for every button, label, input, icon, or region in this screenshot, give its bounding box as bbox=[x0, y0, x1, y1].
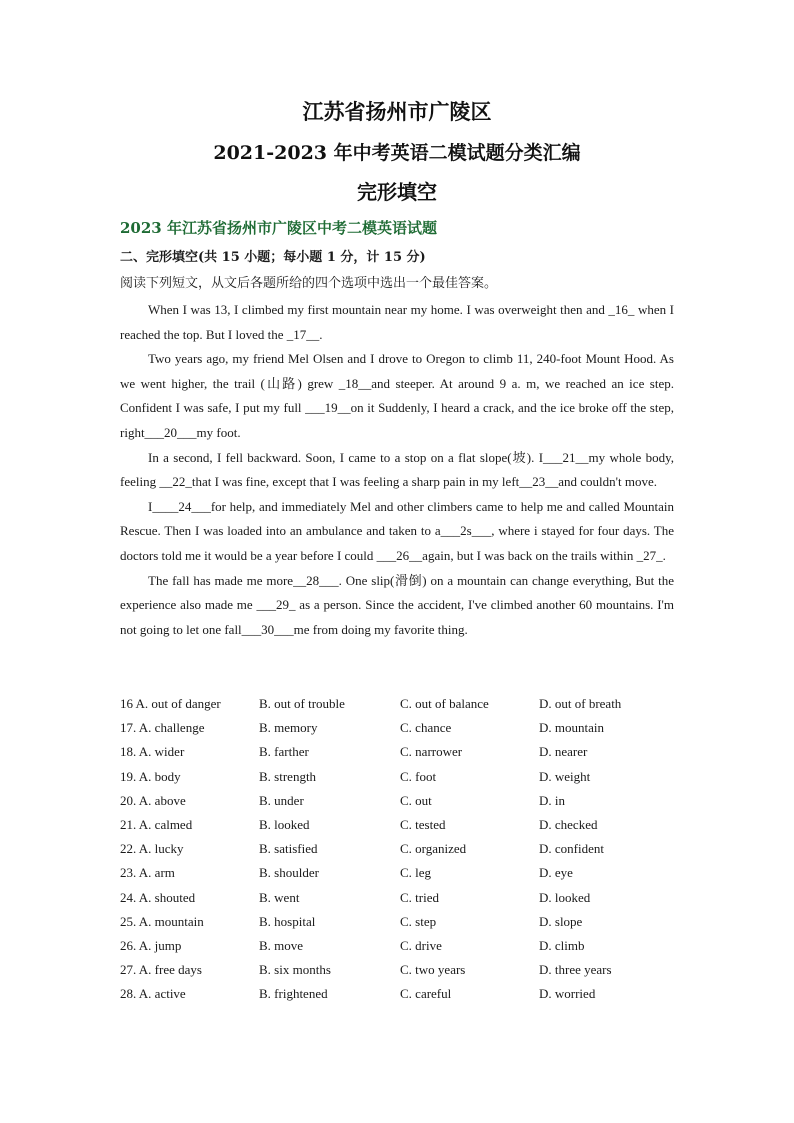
option-choice: B. memory bbox=[259, 720, 318, 736]
option-choice: C. leg bbox=[400, 865, 432, 881]
option-choice: 17. A. challenge bbox=[120, 720, 205, 736]
passage-paragraph: In a second, I fell backward. Soon, I came to a stop on a flat slope(坡). I___21__my whole body, feeling __22_that I was fine, except that I was feeling a sharp pain in my left__23__and couldn't move. bbox=[120, 449, 674, 490]
option-choice: B. went bbox=[259, 889, 300, 905]
option-row bbox=[120, 696, 680, 720]
option-choice: B. hospital bbox=[259, 913, 316, 929]
option-row bbox=[120, 986, 680, 1010]
option-row bbox=[120, 841, 680, 865]
passage-paragraph: Two years ago, my friend Mel Olsen and I drove to Oregon to climb 11, 240-foot Mount Hood. As we went higher, the trail (山路) grew _18__and steeper. At around 9 a. m, we reached an ice step. Confident I was safe, I put my full ___19__on it Suddenly, I heard a crack, and the ice broke off the step, right___20___my foot. bbox=[120, 351, 674, 440]
option-choice: C. drive bbox=[400, 937, 442, 953]
document-title-topic: 完形填空 bbox=[357, 180, 437, 204]
option-choice: D. checked bbox=[539, 816, 598, 832]
option-choice: 22. A. lucky bbox=[120, 841, 184, 857]
option-choice: D. out of breath bbox=[539, 696, 622, 711]
option-row bbox=[120, 962, 680, 986]
options-list bbox=[120, 696, 680, 1010]
option-choice: 28. A. active bbox=[120, 986, 186, 1002]
option-choice: D. three years bbox=[539, 962, 612, 978]
option-choice: B. out of trouble bbox=[259, 696, 345, 711]
option-choice: B. farther bbox=[259, 744, 309, 760]
cloze-passage bbox=[120, 298, 674, 642]
option-choice: D. nearer bbox=[539, 744, 588, 760]
option-choice: C. careful bbox=[400, 986, 452, 1002]
option-choice: C. out bbox=[400, 792, 432, 808]
option-row bbox=[120, 769, 680, 793]
option-choice: 25. A. mountain bbox=[120, 913, 204, 929]
option-choice: B. looked bbox=[259, 816, 310, 832]
option-choice: C. foot bbox=[400, 768, 437, 784]
option-choice: B. move bbox=[259, 937, 304, 953]
option-choice: 21. A. calmed bbox=[120, 816, 193, 832]
option-choice: D. mountain bbox=[539, 720, 604, 736]
section-sub-heading: 二、完形填空(共 15 小题；每小题 1 分，计 15 分) bbox=[120, 250, 426, 265]
document-title-region: 江苏省扬州市广陵区 bbox=[302, 99, 492, 124]
option-row bbox=[120, 938, 680, 962]
option-row bbox=[120, 890, 680, 914]
option-choice: C. organized bbox=[400, 841, 467, 857]
option-choice: 19. A. body bbox=[120, 768, 181, 784]
option-choice: B. frightened bbox=[259, 986, 328, 1002]
option-choice: D. weight bbox=[539, 768, 591, 784]
option-choice: 26. A. jump bbox=[120, 937, 182, 953]
option-choice: D. looked bbox=[539, 889, 591, 905]
option-choice: D. confident bbox=[539, 841, 604, 857]
option-choice: C. two years bbox=[400, 962, 466, 978]
option-row bbox=[120, 720, 680, 744]
option-choice: B. under bbox=[259, 792, 304, 808]
option-choice: D. worried bbox=[539, 986, 596, 1002]
option-choice: B. shoulder bbox=[259, 865, 319, 881]
option-choice: C. out of balance bbox=[400, 696, 489, 711]
option-choice: C. step bbox=[400, 913, 437, 929]
option-row bbox=[120, 865, 680, 889]
option-choice: 24. A. shouted bbox=[120, 889, 196, 905]
option-choice: D. slope bbox=[539, 913, 583, 929]
option-choice: 27. A. free days bbox=[120, 962, 202, 978]
option-choice: C. tried bbox=[400, 889, 439, 905]
option-choice: C. chance bbox=[400, 720, 452, 736]
option-choice: 20. A. above bbox=[120, 792, 186, 808]
passage-paragraph: I____24___for help, and immediately Mel and other climbers came to help me and called Mountain Rescue. Then I was loaded into an ambulance and taken to a___2s___, where i stayed for four days. The doctors told me it would be a year before I could ___26__again, but I was back on the trails within _27_. bbox=[120, 498, 674, 563]
option-choice: 18. A. wider bbox=[120, 744, 185, 760]
option-choice: D. climb bbox=[539, 937, 585, 953]
option-choice: B. six months bbox=[259, 962, 331, 978]
option-choice: D. in bbox=[539, 792, 565, 808]
option-choice: B. satisfied bbox=[259, 841, 318, 857]
option-row bbox=[120, 793, 680, 817]
passage-paragraph: The fall has made me more__28___. One slip(滑倒) on a mountain can change everything, But the experience also made me ___29_ as a person. Since the accident, I've climbed another 60 mountains. I'm not going to let one fall___30___me from doing my favorite thing. bbox=[120, 572, 674, 637]
option-row bbox=[120, 914, 680, 938]
passage-paragraph: When I was 13, I climbed my first mountain near my home. I was overweight then and _16_ when I reached the top. But I loved the _17__. bbox=[120, 302, 674, 342]
option-choice: 23. A. arm bbox=[120, 865, 175, 881]
option-choice: D. eye bbox=[539, 865, 573, 881]
option-choice: B. strength bbox=[259, 768, 317, 784]
instruction-text: 阅读下列短文，从文后各题所给的四个选项中选出一个最佳答案。 bbox=[120, 276, 498, 291]
option-row bbox=[120, 817, 680, 841]
option-row bbox=[120, 744, 680, 768]
option-choice: 16 A. out of danger bbox=[120, 696, 221, 711]
option-choice: C. narrower bbox=[400, 744, 463, 760]
document-title-series: 2021-2023 年中考英语二模试题分类汇编 bbox=[213, 142, 581, 164]
option-choice: C. tested bbox=[400, 816, 446, 832]
exam-heading: 2023 年江苏省扬州市广陵区中考二模英语试题 bbox=[120, 219, 437, 237]
